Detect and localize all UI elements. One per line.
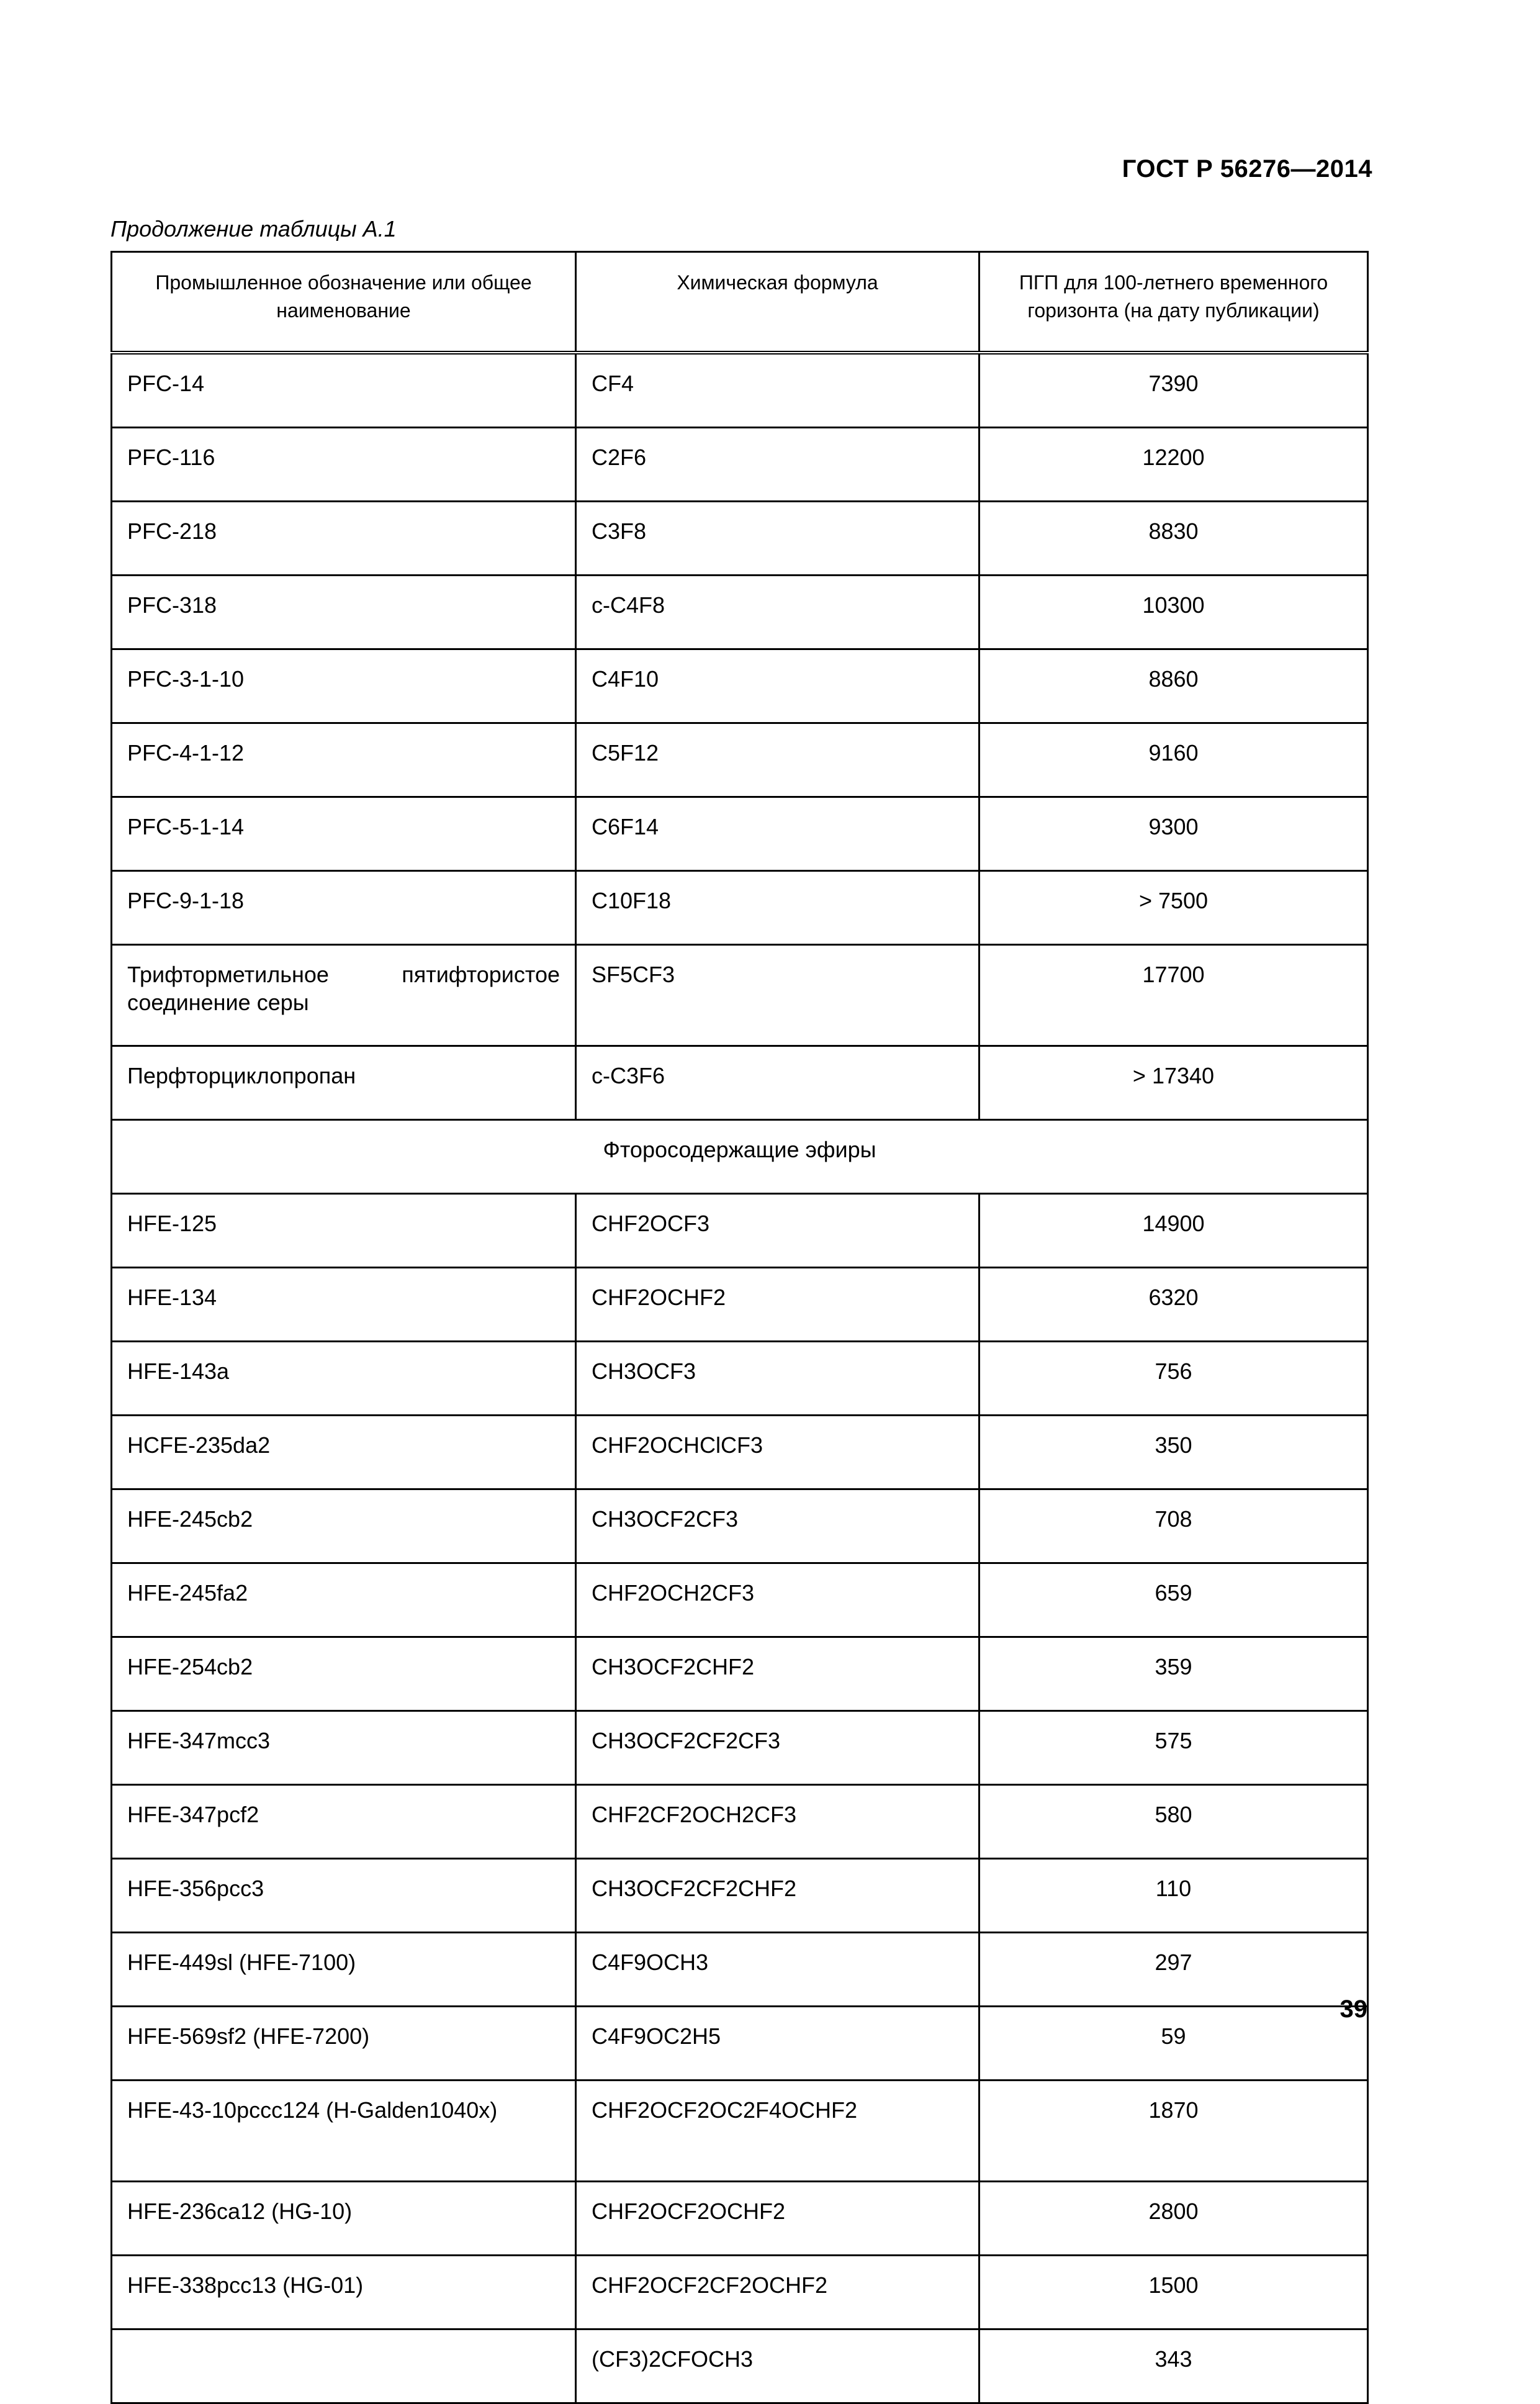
- cell-name: HFE-143a: [112, 1342, 576, 1416]
- cell-gwp: 708: [979, 1489, 1368, 1563]
- cell-name: PFC-116: [112, 428, 576, 502]
- cell-gwp: 1870: [979, 2081, 1368, 2182]
- cell-formula: C4F10: [576, 649, 979, 723]
- section-row: [112, 1120, 1368, 1194]
- cell-formula: CH3OCF2CF3: [576, 1489, 979, 1563]
- table-row: [112, 502, 1368, 576]
- cell-name: PFC-218: [112, 502, 576, 576]
- table-row: [112, 1046, 1368, 1120]
- table-header-row: [112, 252, 1368, 353]
- cell-name: HFE-449sl (HFE-7100): [112, 1933, 576, 2007]
- cell-formula: CHF2OCF2OCHF2: [576, 2182, 979, 2256]
- table-row: [112, 576, 1368, 649]
- cell-name: HCFE-235da2: [112, 1416, 576, 1489]
- page-number: 39: [1340, 1995, 1367, 2023]
- cell-name: PFC-3-1-10: [112, 649, 576, 723]
- cell-formula: C2F6: [576, 428, 979, 502]
- cell-name: [112, 2329, 576, 2403]
- table-row: [112, 797, 1368, 871]
- table-row: [112, 2256, 1368, 2329]
- cell-gwp: 2800: [979, 2182, 1368, 2256]
- column-header-gwp: ПГП для 100-летнего временного горизонта (на дату публикации): [979, 252, 1368, 353]
- cell-name: HFE-125: [112, 1194, 576, 1268]
- cell-gwp: 659: [979, 1563, 1368, 1637]
- cell-name: Перфторциклопропан: [112, 1046, 576, 1120]
- cell-name: HFE-254cb2: [112, 1637, 576, 1711]
- cell-formula: CHF2OCF3: [576, 1194, 979, 1268]
- table-row: [112, 1859, 1368, 1933]
- table-row: [112, 1268, 1368, 1342]
- cell-gwp: 17700: [979, 945, 1368, 1046]
- table-row: [112, 649, 1368, 723]
- cell-name: PFC-318: [112, 576, 576, 649]
- cell-formula: CHF2OCH2CF3: [576, 1563, 979, 1637]
- table-row: [112, 2007, 1368, 2081]
- cell-name: HFE-245cb2: [112, 1489, 576, 1563]
- column-header-name: Промышленное обозначение или общее наименование: [112, 252, 576, 353]
- cell-formula: CF4: [576, 353, 979, 428]
- cell-name: HFE-356pcc3: [112, 1859, 576, 1933]
- cell-gwp: 59: [979, 2007, 1368, 2081]
- cell-formula: c-C4F8: [576, 576, 979, 649]
- cell-name: PFC-5-1-14: [112, 797, 576, 871]
- table-row: [112, 1489, 1368, 1563]
- cell-gwp: 8830: [979, 502, 1368, 576]
- cell-formula: CHF2OCHF2: [576, 1268, 979, 1342]
- cell-formula: C3F8: [576, 502, 979, 576]
- cell-formula: C10F18: [576, 871, 979, 945]
- gwp-table: [110, 251, 1369, 2404]
- cell-gwp: 350: [979, 1416, 1368, 1489]
- table-row: [112, 1416, 1368, 1489]
- cell-gwp: > 17340: [979, 1046, 1368, 1120]
- cell-formula: CH3OCF3: [576, 1342, 979, 1416]
- cell-formula: CHF2OCHClCF3: [576, 1416, 979, 1489]
- cell-gwp: 359: [979, 1637, 1368, 1711]
- cell-name: PFC-4-1-12: [112, 723, 576, 797]
- cell-formula: c-C3F6: [576, 1046, 979, 1120]
- table-row: [112, 1637, 1368, 1711]
- table-row: [112, 2329, 1368, 2403]
- cell-formula: CHF2CF2OCH2CF3: [576, 1785, 979, 1859]
- cell-name: Трифторметильное пятифтористое соединение серы: [112, 945, 576, 1046]
- cell-formula: CH3OCF2CHF2: [576, 1637, 979, 1711]
- table-row: [112, 428, 1368, 502]
- cell-gwp: 6320: [979, 1268, 1368, 1342]
- table-row: [112, 945, 1368, 1046]
- cell-gwp: 575: [979, 1711, 1368, 1785]
- table-row: [112, 1194, 1368, 1268]
- cell-name: HFE-347pcf2: [112, 1785, 576, 1859]
- cell-gwp: 343: [979, 2329, 1368, 2403]
- cell-formula: C6F14: [576, 797, 979, 871]
- table-row: [112, 353, 1368, 428]
- cell-name: HFE-569sf2 (HFE-7200): [112, 2007, 576, 2081]
- table-row: [112, 1342, 1368, 1416]
- cell-gwp: 9160: [979, 723, 1368, 797]
- cell-name: HFE-43-10pccc124 (H-Galden1040x): [112, 2081, 576, 2182]
- table-row: [112, 1785, 1368, 1859]
- cell-gwp: 7390: [979, 353, 1368, 428]
- table-row: [112, 723, 1368, 797]
- cell-formula: CHF2OCF2CF2OCHF2: [576, 2256, 979, 2329]
- cell-formula: C4F9OCH3: [576, 1933, 979, 2007]
- table-row: [112, 2081, 1368, 2182]
- cell-name: HFE-134: [112, 1268, 576, 1342]
- section-title: Фторосодержащие эфиры: [112, 1120, 1368, 1194]
- cell-formula: SF5CF3: [576, 945, 979, 1046]
- table-caption: Продолжение таблицы А.1: [110, 216, 397, 242]
- cell-formula: (CF3)2CFOCH3: [576, 2329, 979, 2403]
- cell-formula: CHF2OCF2OC2F4OCHF2: [576, 2081, 979, 2182]
- cell-gwp: 9300: [979, 797, 1368, 871]
- gwp-table-container: [110, 251, 1367, 2404]
- cell-gwp: 110: [979, 1859, 1368, 1933]
- cell-formula: C4F9OC2H5: [576, 2007, 979, 2081]
- table-row: [112, 1933, 1368, 2007]
- cell-gwp: 14900: [979, 1194, 1368, 1268]
- cell-gwp: 12200: [979, 428, 1368, 502]
- cell-gwp: 1500: [979, 2256, 1368, 2329]
- cell-gwp: 756: [979, 1342, 1368, 1416]
- cell-formula: CH3OCF2CF2CF3: [576, 1711, 979, 1785]
- table-row: [112, 1711, 1368, 1785]
- cell-name: HFE-338pcc13 (HG-01): [112, 2256, 576, 2329]
- cell-gwp: 297: [979, 1933, 1368, 2007]
- cell-name: PFC-14: [112, 353, 576, 428]
- cell-gwp: 10300: [979, 576, 1368, 649]
- table-row: [112, 1563, 1368, 1637]
- cell-name: HFE-245fa2: [112, 1563, 576, 1637]
- cell-name: PFC-9-1-18: [112, 871, 576, 945]
- cell-formula: CH3OCF2CF2CHF2: [576, 1859, 979, 1933]
- table-row: [112, 2182, 1368, 2256]
- cell-name: HFE-236ca12 (HG-10): [112, 2182, 576, 2256]
- cell-gwp: > 7500: [979, 871, 1368, 945]
- table-row: [112, 871, 1368, 945]
- cell-formula: C5F12: [576, 723, 979, 797]
- column-header-formula: Химическая формула: [576, 252, 979, 353]
- document-standard-id: ГОСТ Р 56276—2014: [1122, 155, 1372, 183]
- cell-gwp: 8860: [979, 649, 1368, 723]
- cell-gwp: 580: [979, 1785, 1368, 1859]
- cell-name: HFE-347mcc3: [112, 1711, 576, 1785]
